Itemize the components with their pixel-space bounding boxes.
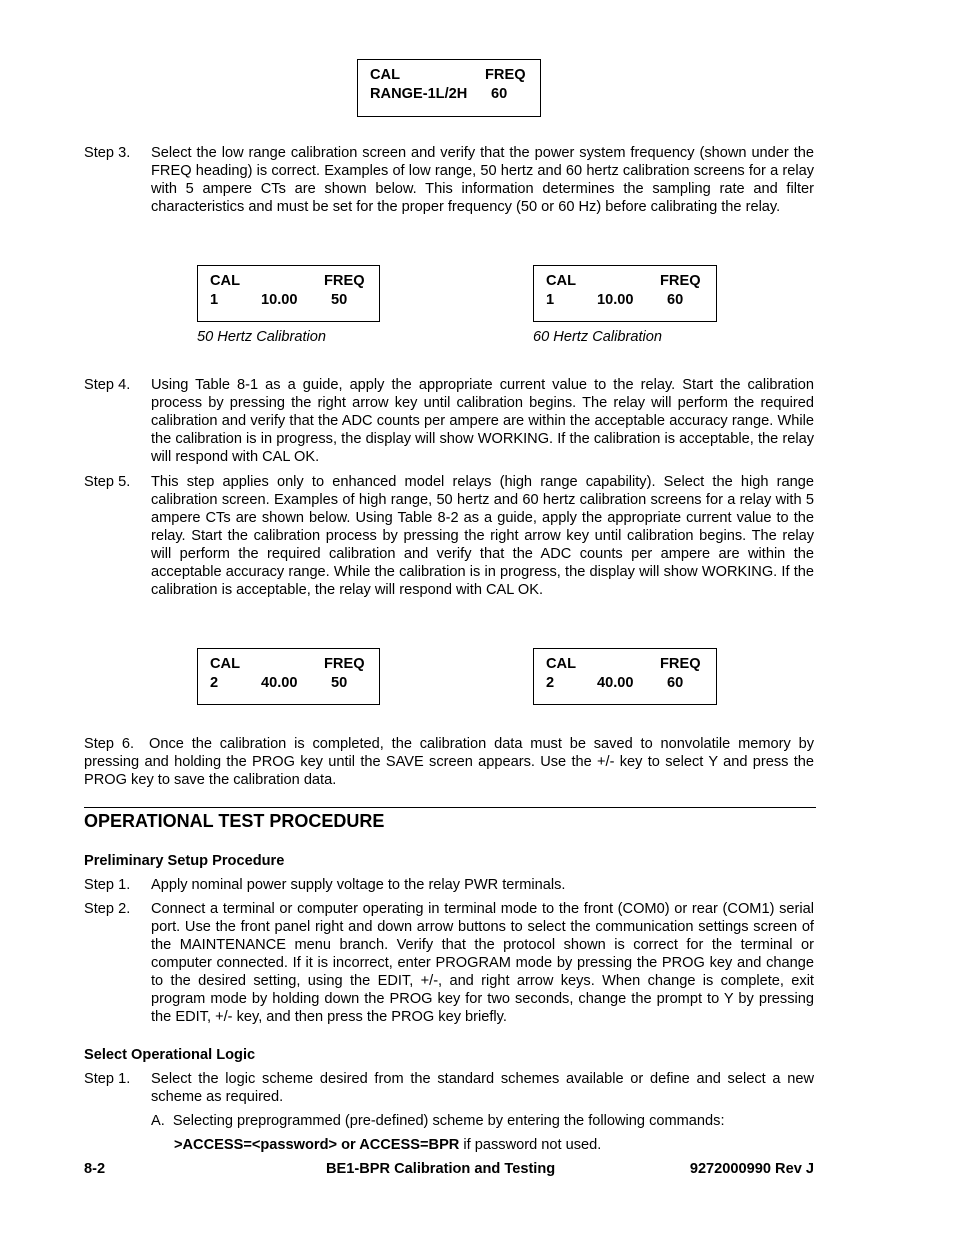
subsection-heading-logic: Select Operational Logic [84,1047,256,1063]
lcd-current-value: 10.00 [597,292,634,308]
step-text: Apply nominal power supply voltage to the relay PWR terminals. [151,877,566,893]
step-3 [84,144,814,216]
lcd-cal-label: CAL [210,273,240,289]
step-5 [84,473,814,599]
logic-step-1 [84,1070,814,1106]
lcd-cal-label: CAL [546,273,576,289]
lcd-freq-value: 60 [667,292,684,308]
lcd-freq-label: FREQ [485,67,526,83]
step-text: Using Table 8-1 as a guide, apply the appropriate current value to the relay. Start the calibration process by pressing the right arrow key until calibration begins. The relay will perform the required calibration and verify that the ADC counts per ampere are within the acceptable accuracy range. While the calibration is in progress, the display will show WORKING. If the calibration is acceptable, the relay will respond with CAL OK. [151,377,814,465]
prelim-step-1 [84,876,814,894]
lcd-freq-value: 60 [667,675,684,691]
lcd-range-value: 2 [210,675,219,691]
lcd-cal-label: CAL [370,67,400,83]
lcd-current-value: 10.00 [261,292,298,308]
step-text: Connect a terminal or computer operating in terminal mode to the front (COM0) or rear (COM1) serial port. Use the front panel right and down arrow buttons to select the communication settings screen of the MAINTENANCE menu branch. Verify that the protocol shown is correct for the terminal or computer connected. If it is incorrect, enter PROGRAM mode by pressing the PROG key and change to the desired setting, using the EDIT, +/-, and right arrow keys. When change is complete, exit program mode by holding down the PROG key for two seconds, change the prompt to Y by pressing the EDIT, +/- key, and then press the PROG key briefly. [151,901,814,1025]
lcd-high-50hz [197,648,380,705]
lcd-freq-label: FREQ [324,273,365,289]
step-number: Step 4. [84,377,131,393]
subsection-heading-preliminary: Preliminary Setup Procedure [84,853,285,869]
section-title: OPERATIONAL TEST PROCEDURE [84,811,385,831]
lcd-freq-label: FREQ [660,273,701,289]
prelim-step-2 [84,900,814,1026]
lcd-range-value: 1 [546,292,555,308]
lcd-high-60hz [533,648,717,705]
lcd-freq-label: FREQ [324,656,365,672]
step-number: Step 1. [84,877,131,893]
lcd-cal-label: CAL [210,656,240,672]
caption-60hz: 60 Hertz Calibration [533,329,662,345]
footer-page-number: 8-2 [84,1161,106,1177]
logic-sub-a: A. Selecting preprogrammed (pre-defined) scheme by entering the following commands: [151,1113,725,1129]
section-divider [84,807,816,808]
lcd-current-value: 40.00 [261,675,298,691]
step-4 [84,376,814,466]
step-6 [84,735,814,789]
caption-50hz: 50 Hertz Calibration [197,329,326,345]
lcd-freq-label: FREQ [660,656,701,672]
top-lcd-screen [357,59,541,117]
step-text: This step applies only to enhanced model relays (high range capability). Select the high range calibration screen. Examples of high range, 50 hertz and 60 hertz calibration screens for a relay with 5 ampere CTs are shown below. Using Table 8-2 as a guide, apply the appropriate current value to the relay. Start the calibration process by pressing the right arrow key until calibration begins. The relay will perform the required calibration and verify that the ADC counts per ampere are within the acceptable accuracy range. While the calibration is in progress, the display will show WORKING. If the calibration is acceptable, the relay will respond with CAL OK. [151,474,814,598]
command-text: >ACCESS=<password> or ACCESS=BPR [174,1137,460,1153]
step-text: Select the logic scheme desired from the standard schemes available or define and select a new scheme as required. [151,1071,814,1105]
step-number: Step 6. [84,736,134,752]
lcd-low-50hz [197,265,380,322]
lcd-freq-value: 50 [331,675,348,691]
lcd-range-label: RANGE-1L/2H [370,86,468,102]
step-number: Step 3. [84,145,131,161]
command-note: if password not used. [459,1137,602,1153]
lcd-current-value: 40.00 [597,675,634,691]
lcd-range-value: 2 [546,675,555,691]
footer-doc-number: 9272000990 Rev J [689,1161,814,1177]
lcd-freq-value: 50 [331,292,348,308]
footer-title: BE1-BPR Calibration and Testing [326,1161,556,1177]
lcd-cal-label: CAL [546,656,576,672]
logic-command [174,1136,601,1154]
lcd-freq-value: 60 [491,86,508,102]
step-number: Step 5. [84,474,131,490]
lcd-range-value: 1 [210,292,219,308]
lcd-low-60hz [533,265,717,322]
step-text: Select the low range calibration screen and verify that the power system frequency (shown under the FREQ heading) is correct. Examples of low range, 50 hertz and 60 hertz calibration screens for a relay with 5 ampere CTs are shown below. This information determines the sampling rate and filter characteristics and must be set for the proper frequency (50 or 60 Hz) before calibrating the relay. [151,145,814,215]
step-text: Once the calibration is completed, the calibration data must be saved to nonvolatile memory by pressing and holding the PROG key until the SAVE screen appears. Use the +/- key to select Y and press the PROG key to save the calibration data. [84,736,814,788]
step-number: Step 2. [84,901,131,917]
step-number: Step 1. [84,1071,131,1087]
